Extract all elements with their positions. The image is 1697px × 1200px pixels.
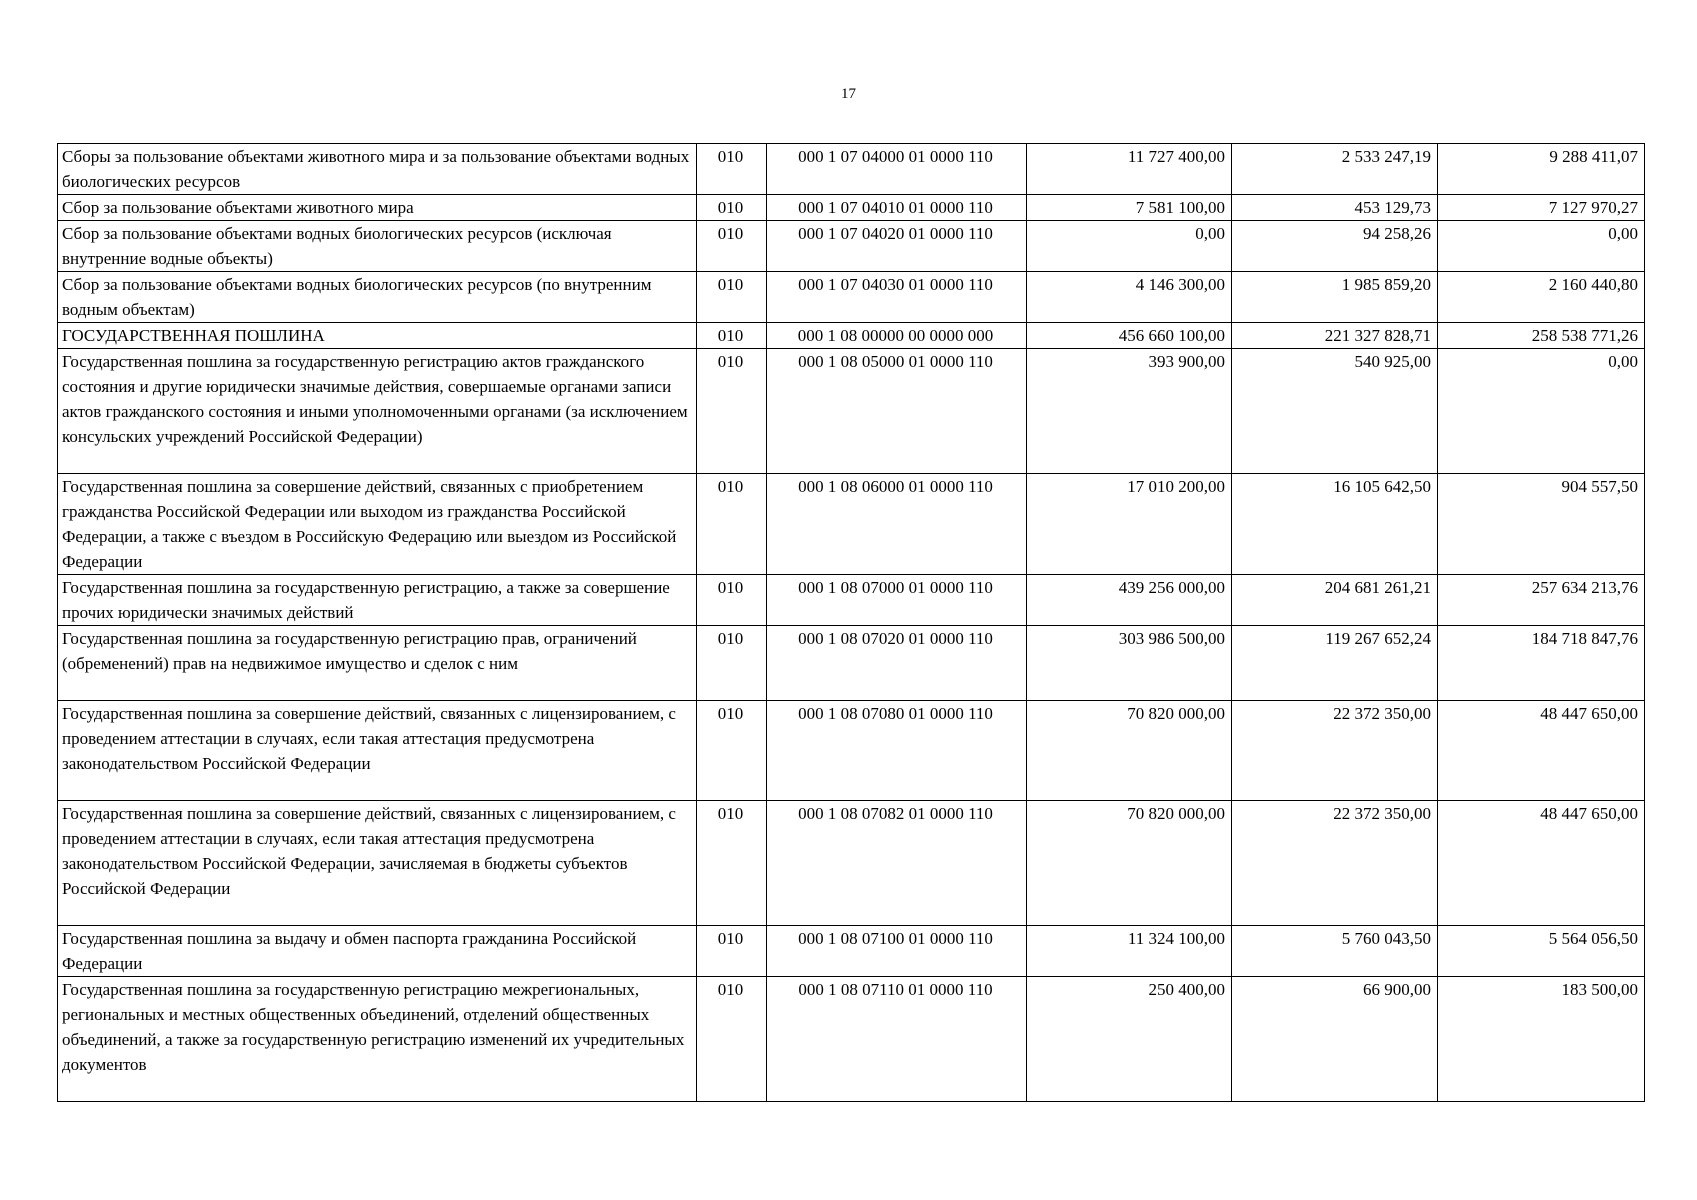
- row-line-code-cell: 010: [697, 926, 767, 977]
- row-budget-code-cell: 000 1 07 04000 01 0000 110: [767, 144, 1027, 195]
- row-budget-code-cell: 000 1 08 00000 00 0000 000: [767, 323, 1027, 349]
- row-approved-cell: 0,00: [1027, 221, 1232, 272]
- revenue-table-body: [58, 144, 1645, 1102]
- row-unexecuted-cell: 0,00: [1438, 349, 1645, 474]
- table-row: [58, 701, 1645, 801]
- row-budget-code-cell: 000 1 08 07082 01 0000 110: [767, 801, 1027, 926]
- row-executed-cell: 540 925,00: [1232, 349, 1438, 474]
- row-line-code-cell: 010: [697, 195, 767, 221]
- table-row: [58, 323, 1645, 349]
- row-executed-cell: 204 681 261,21: [1232, 575, 1438, 626]
- row-approved-cell: 456 660 100,00: [1027, 323, 1232, 349]
- row-executed-cell: 66 900,00: [1232, 977, 1438, 1102]
- row-executed-cell: 453 129,73: [1232, 195, 1438, 221]
- table-row: [58, 626, 1645, 701]
- row-name-cell: Государственная пошлина за совершение действий, связанных с лицензированием, с проведением аттестации в случаях, если такая аттестация предусмотрена законодательством Российской Федерации, зачисляемая в бюджеты субъектов Российской Федерации: [58, 801, 697, 926]
- row-line-code-cell: 010: [697, 701, 767, 801]
- row-approved-cell: 439 256 000,00: [1027, 575, 1232, 626]
- row-name-cell: Государственная пошлина за государственную регистрацию прав, ограничений (обременений) прав на недвижимое имущество и сделок с ним: [58, 626, 697, 701]
- row-name-cell: Сборы за пользование объектами животного мира и за пользование объектами водных биологических ресурсов: [58, 144, 697, 195]
- row-unexecuted-cell: 904 557,50: [1438, 474, 1645, 575]
- row-line-code-cell: 010: [697, 349, 767, 474]
- row-unexecuted-cell: 258 538 771,26: [1438, 323, 1645, 349]
- row-line-code-cell: 010: [697, 575, 767, 626]
- table-row: [58, 575, 1645, 626]
- page-number: 17: [841, 86, 856, 102]
- row-name-cell: Государственная пошлина за государственную регистрацию, а также за совершение прочих юридически значимых действий: [58, 575, 697, 626]
- row-unexecuted-cell: 2 160 440,80: [1438, 272, 1645, 323]
- row-approved-cell: 393 900,00: [1027, 349, 1232, 474]
- row-name-cell: ГОСУДАРСТВЕННАЯ ПОШЛИНА: [58, 323, 697, 349]
- row-line-code-cell: 010: [697, 626, 767, 701]
- row-executed-cell: 1 985 859,20: [1232, 272, 1438, 323]
- row-approved-cell: 7 581 100,00: [1027, 195, 1232, 221]
- row-line-code-cell: 010: [697, 221, 767, 272]
- row-approved-cell: 4 146 300,00: [1027, 272, 1232, 323]
- table-row: [58, 272, 1645, 323]
- row-name-cell: Сбор за пользование объектами водных биологических ресурсов (по внутренним водным объектам): [58, 272, 697, 323]
- row-approved-cell: 11 727 400,00: [1027, 144, 1232, 195]
- row-executed-cell: 22 372 350,00: [1232, 701, 1438, 801]
- row-unexecuted-cell: 5 564 056,50: [1438, 926, 1645, 977]
- row-line-code-cell: 010: [697, 977, 767, 1102]
- row-budget-code-cell: 000 1 07 04020 01 0000 110: [767, 221, 1027, 272]
- row-budget-code-cell: 000 1 08 07100 01 0000 110: [767, 926, 1027, 977]
- row-budget-code-cell: 000 1 08 07020 01 0000 110: [767, 626, 1027, 701]
- row-budget-code-cell: 000 1 08 07080 01 0000 110: [767, 701, 1027, 801]
- table-row: [58, 474, 1645, 575]
- row-name-cell: Сбор за пользование объектами водных биологических ресурсов (исключая внутренние водные объекты): [58, 221, 697, 272]
- row-executed-cell: 22 372 350,00: [1232, 801, 1438, 926]
- row-budget-code-cell: 000 1 08 06000 01 0000 110: [767, 474, 1027, 575]
- table-row: [58, 801, 1645, 926]
- row-name-cell: Государственная пошлина за совершение действий, связанных с приобретением гражданства Российской Федерации или выходом из гражданства Российской Федерации, а также с въездом в Российскую Федерацию или выездом из Российской Федерации: [58, 474, 697, 575]
- row-name-cell: Государственная пошлина за выдачу и обмен паспорта гражданина Российской Федерации: [58, 926, 697, 977]
- row-line-code-cell: 010: [697, 801, 767, 926]
- row-executed-cell: 5 760 043,50: [1232, 926, 1438, 977]
- row-line-code-cell: 010: [697, 474, 767, 575]
- row-unexecuted-cell: 184 718 847,76: [1438, 626, 1645, 701]
- row-unexecuted-cell: 257 634 213,76: [1438, 575, 1645, 626]
- row-unexecuted-cell: 9 288 411,07: [1438, 144, 1645, 195]
- row-line-code-cell: 010: [697, 144, 767, 195]
- row-budget-code-cell: 000 1 07 04010 01 0000 110: [767, 195, 1027, 221]
- row-budget-code-cell: 000 1 08 07000 01 0000 110: [767, 575, 1027, 626]
- table-row: [58, 977, 1645, 1102]
- row-unexecuted-cell: 48 447 650,00: [1438, 701, 1645, 801]
- row-name-cell: Сбор за пользование объектами животного мира: [58, 195, 697, 221]
- row-executed-cell: 221 327 828,71: [1232, 323, 1438, 349]
- table-row: [58, 195, 1645, 221]
- table-row: [58, 926, 1645, 977]
- row-unexecuted-cell: 183 500,00: [1438, 977, 1645, 1102]
- row-executed-cell: 2 533 247,19: [1232, 144, 1438, 195]
- row-unexecuted-cell: 0,00: [1438, 221, 1645, 272]
- row-approved-cell: 70 820 000,00: [1027, 701, 1232, 801]
- row-budget-code-cell: 000 1 08 07110 01 0000 110: [767, 977, 1027, 1102]
- table-row: [58, 144, 1645, 195]
- row-name-cell: Государственная пошлина за совершение действий, связанных с лицензированием, с проведением аттестации в случаях, если такая аттестация предусмотрена законодательством Российской Федерации: [58, 701, 697, 801]
- row-unexecuted-cell: 48 447 650,00: [1438, 801, 1645, 926]
- row-executed-cell: 119 267 652,24: [1232, 626, 1438, 701]
- table-row: [58, 221, 1645, 272]
- row-executed-cell: 94 258,26: [1232, 221, 1438, 272]
- revenue-table: [57, 143, 1645, 1102]
- row-approved-cell: 11 324 100,00: [1027, 926, 1232, 977]
- row-approved-cell: 303 986 500,00: [1027, 626, 1232, 701]
- row-approved-cell: 250 400,00: [1027, 977, 1232, 1102]
- table-row: [58, 349, 1645, 474]
- row-budget-code-cell: 000 1 07 04030 01 0000 110: [767, 272, 1027, 323]
- row-executed-cell: 16 105 642,50: [1232, 474, 1438, 575]
- row-line-code-cell: 010: [697, 323, 767, 349]
- row-line-code-cell: 010: [697, 272, 767, 323]
- row-budget-code-cell: 000 1 08 05000 01 0000 110: [767, 349, 1027, 474]
- row-unexecuted-cell: 7 127 970,27: [1438, 195, 1645, 221]
- row-name-cell: Государственная пошлина за государственную регистрацию актов гражданского состояния и другие юридически значимые действия, совершаемые органами записи актов гражданского состояния и иными уполномоченными органами (за исключением консульских учреждений Российской Федерации): [58, 349, 697, 474]
- row-approved-cell: 70 820 000,00: [1027, 801, 1232, 926]
- row-name-cell: Государственная пошлина за государственную регистрацию межрегиональных, региональных и местных общественных объединений, отделений общественных объединений, а также за государственную регистрацию изменений их учредительных документов: [58, 977, 697, 1102]
- row-approved-cell: 17 010 200,00: [1027, 474, 1232, 575]
